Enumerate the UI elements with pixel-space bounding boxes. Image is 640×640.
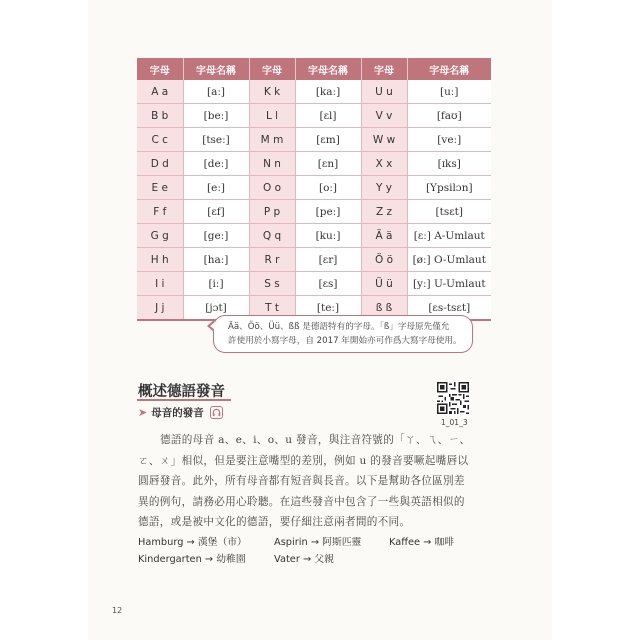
letter-name-cell: [Ypsilɔn] (407, 176, 491, 200)
example-word: Kindergarten → 幼稚園 (138, 554, 246, 565)
letter-name-cell: [oː] (295, 176, 361, 200)
section-title: 概述德語發音 (138, 384, 225, 400)
letter-name-cell: [ɛm] (295, 128, 361, 152)
header-name: 字母名稱 (295, 58, 361, 80)
letter-cell: V v (361, 104, 407, 128)
letter-name-cell: [ɛː] A-Umlaut (407, 224, 491, 248)
table-header-row (137, 58, 491, 80)
table-row (137, 80, 491, 104)
subsection-title: 母音的發音 (151, 406, 204, 419)
letter-cell: Ö ö (361, 248, 407, 272)
letter-cell: B b (137, 104, 183, 128)
table-row (137, 224, 491, 248)
letter-name-cell: [ɛs-tsɛt] (407, 296, 491, 321)
letter-cell: I i (137, 272, 183, 296)
letter-name-cell: [ɛl] (295, 104, 361, 128)
letter-name-cell: [iː] (183, 272, 249, 296)
letter-cell: H h (137, 248, 183, 272)
letter-cell: O o (249, 176, 295, 200)
letter-name-cell: [faʊ] (407, 104, 491, 128)
letter-name-cell: [ɛr] (295, 248, 361, 272)
alphabet-table (137, 58, 491, 321)
letter-cell: S s (249, 272, 295, 296)
letter-name-cell: [beː] (183, 104, 249, 128)
letter-cell: Ä ä (361, 224, 407, 248)
letter-name-cell: [jɔt] (183, 296, 249, 321)
note-line-1: Ää、Öö、Üü、ßß 是德語特有的字母。「ß」字母原先僅允 (228, 322, 450, 332)
letter-name-cell: [veː] (407, 128, 491, 152)
letter-cell: T t (249, 296, 295, 321)
note-callout (213, 315, 473, 353)
header-letter: 字母 (249, 58, 295, 80)
letter-name-cell: [uː] (407, 80, 491, 104)
body-text (138, 430, 473, 533)
letter-name-cell: [peː] (295, 200, 361, 224)
letter-cell: J j (137, 296, 183, 321)
letter-name-cell: [kaː] (295, 80, 361, 104)
letter-cell: Y y (361, 176, 407, 200)
letter-name-cell: [ɛs] (295, 272, 361, 296)
letter-cell: W w (361, 128, 407, 152)
letter-cell: A a (137, 80, 183, 104)
qr-code-icon[interactable] (437, 382, 469, 414)
letter-name-cell: [ɛn] (295, 152, 361, 176)
note-line-2: 許使用於小寫字母，自 2017 年開始亦可作爲大寫字母使用。 (228, 336, 462, 346)
letter-cell: X x (361, 152, 407, 176)
letter-cell: U u (361, 80, 407, 104)
letter-name-cell: [deː] (183, 152, 249, 176)
example-word: Kaffee → 咖啡 (389, 537, 455, 548)
table-row (137, 152, 491, 176)
letter-name-cell: [øː] O-Umlaut (407, 248, 491, 272)
letter-cell: Ü ü (361, 272, 407, 296)
table-row (137, 272, 491, 296)
example-word: Aspirin → 阿斯匹靈 (274, 537, 362, 548)
qr-label: 1_01_3 (441, 418, 468, 427)
letter-cell: L l (249, 104, 295, 128)
letter-name-cell: [kuː] (295, 224, 361, 248)
section-underline (137, 399, 231, 401)
letter-cell: N n (249, 152, 295, 176)
letter-cell: Z z (361, 200, 407, 224)
example-word: Hamburg → 漢堡（市） (138, 537, 247, 548)
table-row (137, 128, 491, 152)
letter-cell: Q q (249, 224, 295, 248)
letter-name-cell: [geː] (183, 224, 249, 248)
letter-name-cell: [aː] (183, 80, 249, 104)
subsection-heading (138, 404, 223, 420)
letter-name-cell: [tseː] (183, 128, 249, 152)
letter-name-cell: [eː] (183, 176, 249, 200)
letter-name-cell: [haː] (183, 248, 249, 272)
headphones-icon[interactable] (210, 406, 223, 419)
letter-name-cell: [yː] U-Umlaut (407, 272, 491, 296)
table-row (137, 104, 491, 128)
letter-cell: ß ß (361, 296, 407, 321)
letter-cell: K k (249, 80, 295, 104)
header-letter: 字母 (361, 58, 407, 80)
letter-cell: G g (137, 224, 183, 248)
header-name: 字母名稱 (183, 58, 249, 80)
letter-cell: M m (249, 128, 295, 152)
table-row (137, 200, 491, 224)
letter-name-cell: [ɛf] (183, 200, 249, 224)
body-paragraph: 德語的母音 a、e、i、o、u 發音，與注音符號的「ㄚ、ㄟ、ㄧ、ㄛ、ㄨ」相似，但是要注意嘴型的差別，例如 u 的發音要噘起嘴唇以圓唇發音。此外，所有母音都有短音與長音。以下是幫助各位區別差異的例句，請務必用心聆聽。在這些發音中包含了一些與英語相似的德語，或是被中文化的德語，要仔細注意兩者間的不同。 (138, 434, 471, 528)
letter-cell: D d (137, 152, 183, 176)
letter-name-cell: [ɪks] (407, 152, 491, 176)
letter-cell: F f (137, 200, 183, 224)
letter-cell: E e (137, 176, 183, 200)
header-name: 字母名稱 (407, 58, 491, 80)
table-row (137, 248, 491, 272)
header-letter: 字母 (137, 58, 183, 80)
letter-cell: R r (249, 248, 295, 272)
letter-cell: C c (137, 128, 183, 152)
letter-name-cell: [tsɛt] (407, 200, 491, 224)
letter-cell: P p (249, 200, 295, 224)
example-word: Vater → 父親 (274, 554, 334, 565)
letter-name-cell: [teː] (295, 296, 361, 321)
page-number: 12 (112, 606, 123, 615)
arrow-right-icon: ➤ (138, 405, 148, 419)
table-row (137, 176, 491, 200)
